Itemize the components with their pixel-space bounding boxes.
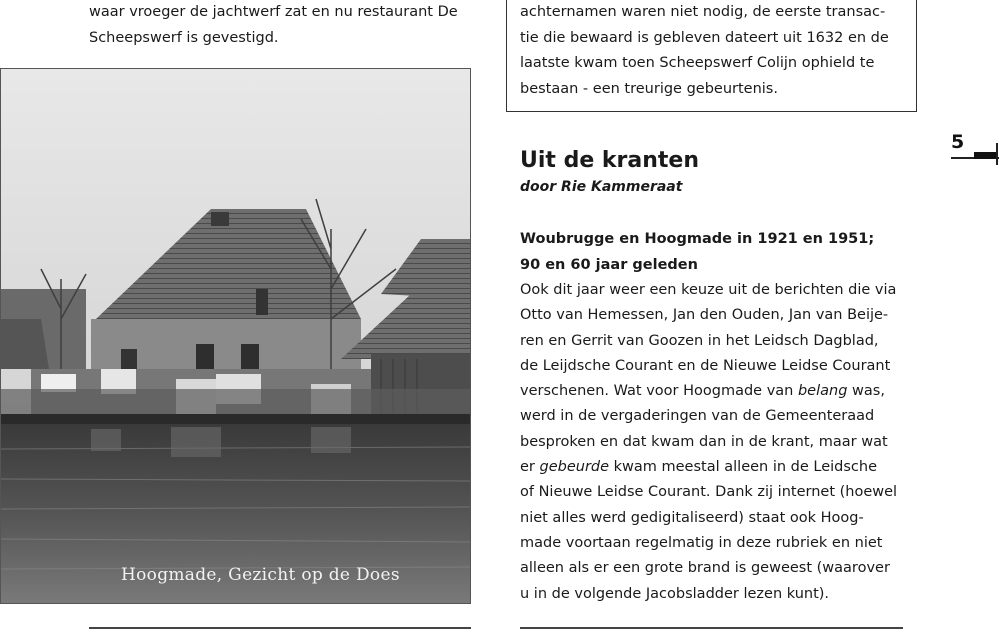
historic-photo — [0, 68, 471, 604]
body-line: Otto van Hemessen, Jan den Ouden, Jan van Beije- — [520, 307, 889, 324]
body-line: alleen als er een grote brand is geweest (waarover — [520, 560, 890, 577]
body-span: kwam meestal alleen in de Leidsche — [609, 459, 878, 476]
page-number-tick — [996, 143, 998, 165]
boxed-text — [520, 0, 905, 102]
body-span: er — [520, 459, 540, 476]
body-line: werd in de vergaderingen van de Gemeenteraad — [520, 408, 875, 425]
body-line: of Nieuwe Leidse Courant. Dank zij internet (hoewel — [520, 484, 898, 501]
body-line — [520, 455, 910, 480]
body-line: niet alles werd gedigitaliseerd) staat ook Hoog- — [520, 509, 864, 526]
body-line: de Leijdsche Courant en de Nieuwe Leidse Courant — [520, 357, 891, 374]
body-span: was, — [847, 383, 885, 400]
article-subhead — [520, 227, 910, 278]
body-emphasis: belang — [797, 383, 848, 400]
photo-caption: Hoogmade, Gezicht op de Does — [121, 565, 400, 585]
photo-illustration — [1, 69, 471, 604]
text-line: waar vroeger de jachtwerf zat en nu restaurant De — [89, 4, 458, 20]
bottom-rule-right — [520, 627, 903, 629]
body-line: ren en Gerrit van Goozen in het Leidsch Dagblad, — [520, 332, 879, 349]
article-title: Uit de kranten — [520, 148, 699, 173]
text-line: achternamen waren niet nodig, de eerste transac- — [520, 4, 886, 20]
body-span: verschenen. Wat voor Hoogmade van — [520, 383, 798, 400]
body-line: u in de volgende Jacobsladder lezen kunt). — [520, 585, 830, 602]
body-line: Ook dit jaar weer een keuze uit de berichten die via — [520, 282, 897, 298]
article-body — [520, 278, 910, 607]
article — [520, 147, 910, 607]
text-line: laatste kwam toen Scheepswerf Colijn ophield te — [520, 55, 875, 71]
page-number-tab — [974, 152, 998, 159]
body-emphasis: gebeurde — [539, 459, 610, 476]
body-line: made voortaan regelmatig in deze rubriek en niet — [520, 534, 883, 551]
article-byline: door Rie Kammeraat — [520, 179, 683, 195]
body-line: besproken en dat kwam dan in de krant, maar wat — [520, 433, 888, 450]
subhead-line: Woubrugge en Hoogmade in 1921 en 1951; — [520, 231, 875, 247]
text-line: tie die bewaard is gebleven dateert uit 1632 en de — [520, 29, 889, 46]
subhead-line: 90 en 60 jaar geleden — [520, 256, 698, 273]
text-line: Scheepswerf is gevestigd. — [89, 29, 279, 46]
body-line — [520, 379, 910, 404]
left-column-text — [89, 0, 479, 51]
page-number: 5 — [951, 131, 965, 153]
bottom-rule-left — [89, 627, 471, 629]
text-line: bestaan - een treurige gebeurtenis. — [520, 80, 778, 97]
